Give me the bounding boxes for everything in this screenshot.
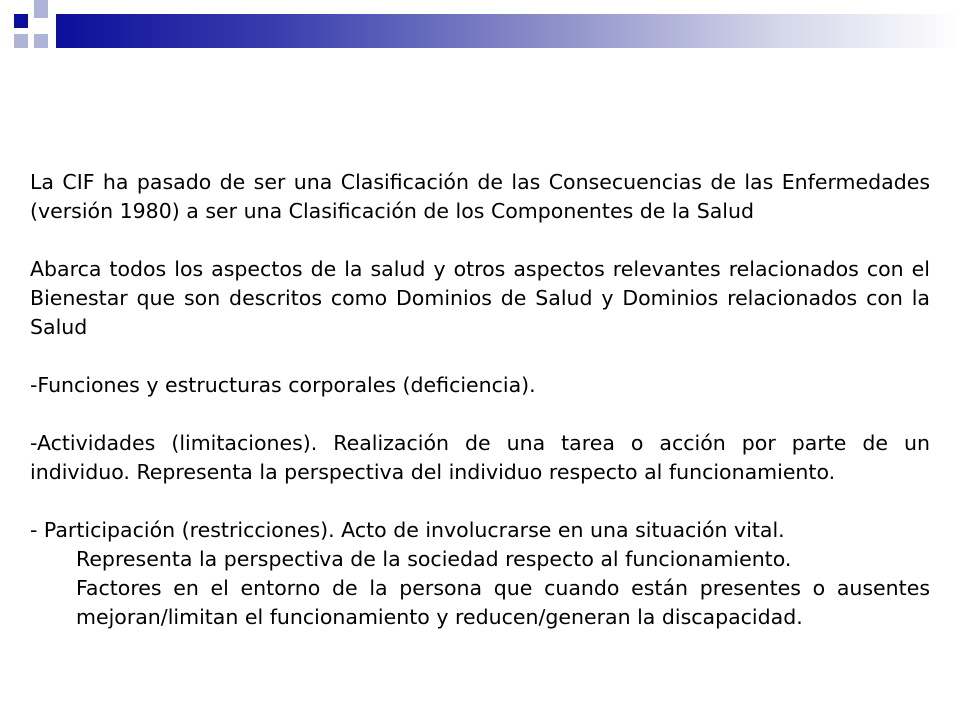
slide-header-decoration — [0, 0, 960, 60]
header-gap — [48, 14, 56, 48]
paragraph-cif-definition: La CIF ha pasado de ser una Clasificación de las Consecuencias de las Enfermedades (versión 1980) a ser una Clasificación de los Componentes de la Salud — [30, 170, 930, 223]
header-gradient-bar — [56, 14, 960, 48]
decorative-square-accent — [14, 14, 28, 28]
decorative-square — [14, 34, 28, 48]
slide-body — [30, 168, 930, 632]
paragraph-scope: Abarca todos los aspectos de la salud y otros aspectos relevantes relacionados con el Bienestar que son descritos como Dominios de Salud y Dominios relacionados con la Salud — [30, 257, 930, 339]
decorative-square — [34, 0, 48, 18]
indented-line-society: Representa la perspectiva de la sociedad respecto al funcionamiento. — [76, 547, 792, 571]
decorative-square — [34, 34, 48, 48]
indented-line-environment: Factores en el entorno de la persona que cuando están presentes o ausentes mejoran/limitan el funcionamiento y reducen/generan la discapacidad. — [76, 576, 930, 629]
paragraph-body-functions: -Funciones y estructuras corporales (deficiencia). — [30, 373, 536, 397]
paragraph-activities: -Actividades (limitaciones). Realización de una tarea o acción por parte de un individuo. Representa la perspectiva del individuo respecto al funcionamiento. — [30, 431, 930, 484]
paragraph-participation: - Participación (restricciones). Acto de involucrarse en una situación vital. — [30, 518, 785, 542]
